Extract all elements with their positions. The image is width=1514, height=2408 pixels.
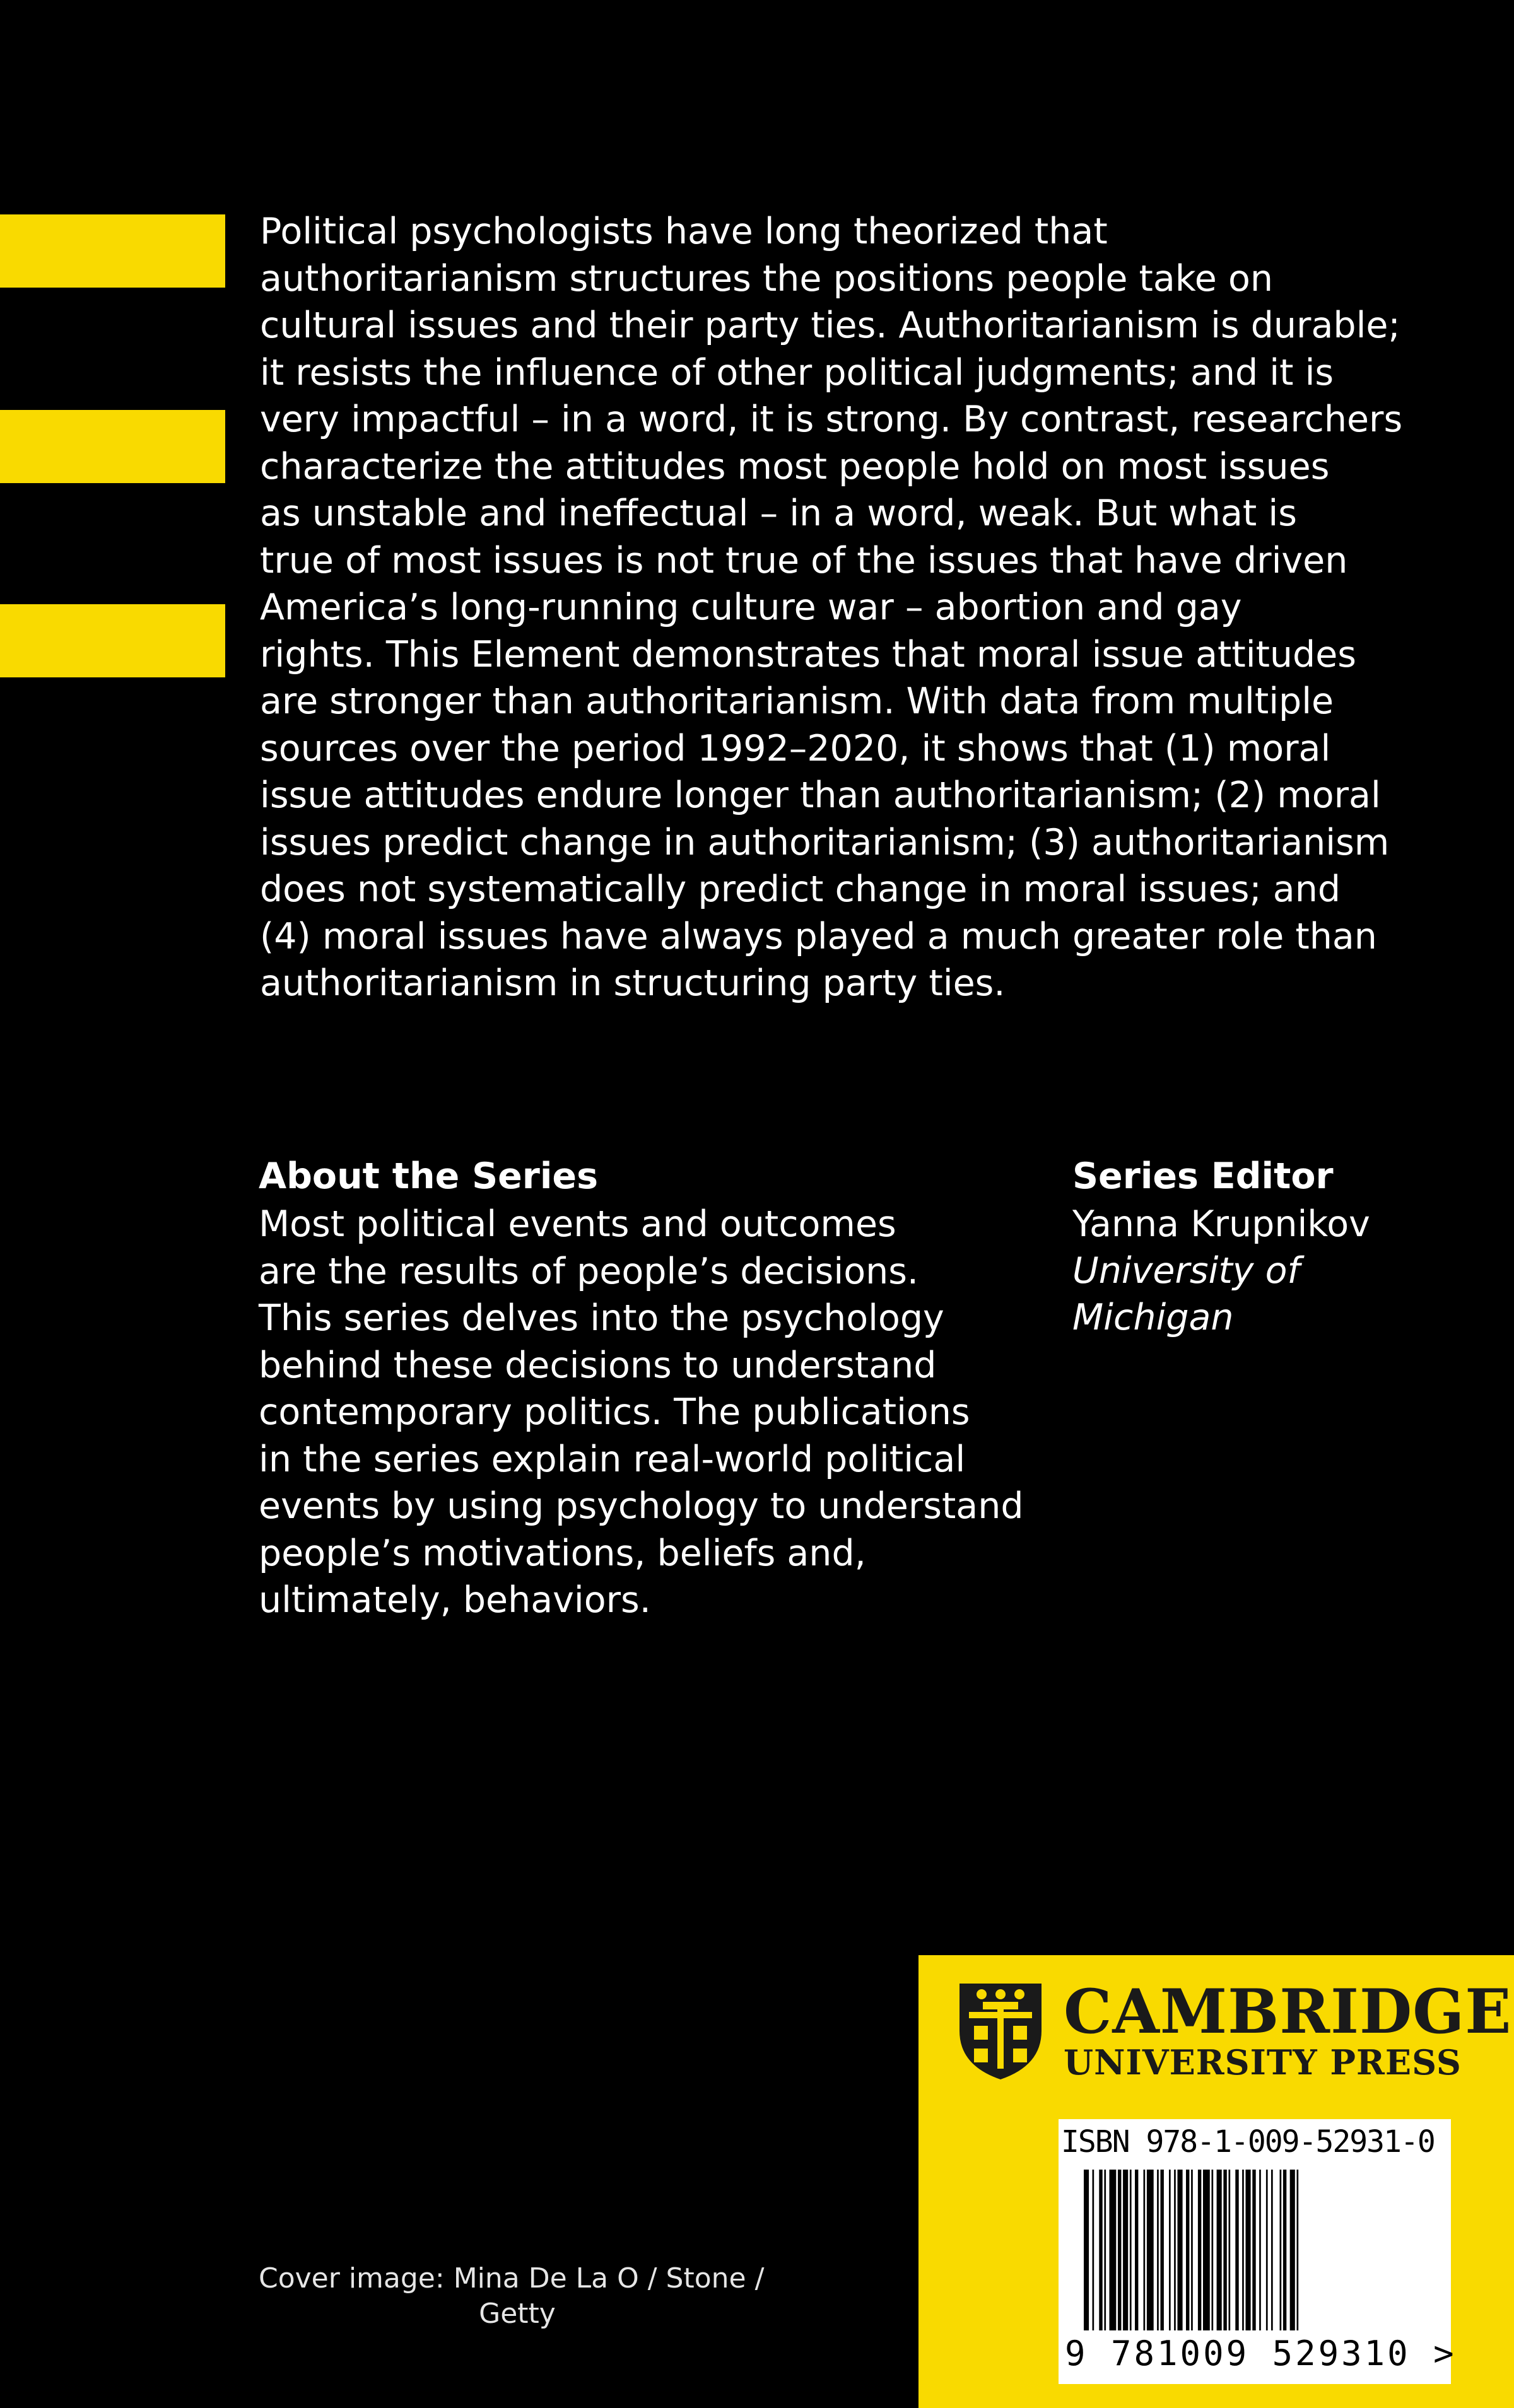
isbn-label: ISBN 978-1-009-52931-0 bbox=[1061, 2124, 1435, 2160]
abstract-line: does not systematically predict change in moral issues; and bbox=[260, 868, 1341, 910]
about-line: people’s motivations, beliefs and, bbox=[259, 1532, 866, 1574]
about-line: contemporary politics. The publications bbox=[259, 1391, 970, 1433]
decorative-yellow-bar bbox=[0, 604, 225, 677]
abstract-line: Political psychologists have long theorized that bbox=[260, 211, 1108, 252]
about-line: are the results of people’s decisions. bbox=[259, 1250, 919, 1292]
cover-image-credit bbox=[259, 2261, 776, 2332]
abstract-line: it resists the influence of other political judgments; and it is bbox=[260, 351, 1334, 394]
publisher-panel bbox=[918, 1955, 1514, 2408]
cambridge-shield-icon bbox=[956, 1980, 1045, 2081]
abstract-line: (4) moral issues have always played a much greater role than bbox=[260, 915, 1377, 957]
about-line: behind these decisions to understand bbox=[259, 1344, 937, 1386]
credit-line: Getty bbox=[479, 2298, 556, 2330]
about-line: Most political events and outcomes bbox=[259, 1203, 896, 1245]
publisher-name-line1: CAMBRIDGE bbox=[1064, 1976, 1512, 2047]
about-line: events by using psychology to understand bbox=[259, 1485, 1024, 1527]
credit-line: Cover image: Mina De La O / Stone / bbox=[259, 2262, 765, 2294]
abstract-line: cultural issues and their party ties. Authoritarianism is durable; bbox=[260, 305, 1400, 346]
series-editor-affiliation bbox=[1072, 1248, 1400, 1341]
publisher-name bbox=[1064, 1976, 1512, 2083]
abstract-line: are stronger than authoritarianism. With data from multiple bbox=[260, 681, 1334, 722]
abstract-line: rights. This Element demonstrates that moral issue attitudes bbox=[260, 633, 1356, 675]
affiliation-line: University of bbox=[1072, 1250, 1300, 1292]
about-series-text bbox=[259, 1201, 1041, 1624]
abstract-line: authoritarianism in structuring party ties. bbox=[260, 962, 1006, 1004]
abstract-line: America’s long-running culture war – abortion and gay bbox=[260, 587, 1242, 628]
abstract-line: very impactful – in a word, it is strong. By contrast, researchers bbox=[260, 399, 1403, 440]
abstract-line: authoritarianism structures the positions people take on bbox=[260, 257, 1273, 300]
abstract-line: issue attitudes endure longer than authoritarianism; (2) moral bbox=[260, 774, 1381, 816]
book-abstract bbox=[260, 208, 1433, 1007]
about-line: This series delves into the psychology bbox=[259, 1297, 944, 1339]
decorative-yellow-bar bbox=[0, 214, 225, 288]
barcode-icon bbox=[1059, 2170, 1451, 2334]
abstract-line: as unstable and ineffectual – in a word, weak. But what is bbox=[260, 493, 1297, 534]
affiliation-line: Michigan bbox=[1072, 1297, 1234, 1338]
about-line: ultimately, behaviors. bbox=[259, 1579, 651, 1621]
abstract-line: sources over the period 1992–2020, it shows that (1) moral bbox=[260, 727, 1331, 769]
abstract-line: issues predict change in authoritarianism; (3) authoritarianism bbox=[260, 821, 1390, 863]
isbn-barcode bbox=[1059, 2119, 1457, 2384]
about-series-heading: About the Series bbox=[259, 1155, 599, 1197]
publisher-name-line2: UNIVERSITY PRESS bbox=[1064, 2042, 1462, 2083]
abstract-line: true of most issues is not true of the issues that have driven bbox=[260, 539, 1348, 582]
series-editor-heading: Series Editor bbox=[1072, 1155, 1334, 1197]
barcode-digits: 9 781009 529310 > bbox=[1065, 2334, 1457, 2373]
abstract-line: characterize the attitudes most people hold on most issues bbox=[260, 445, 1330, 488]
decorative-yellow-bar bbox=[0, 410, 225, 483]
series-editor-name: Yanna Krupnikov bbox=[1072, 1203, 1370, 1245]
about-line: in the series explain real-world political bbox=[259, 1438, 966, 1480]
